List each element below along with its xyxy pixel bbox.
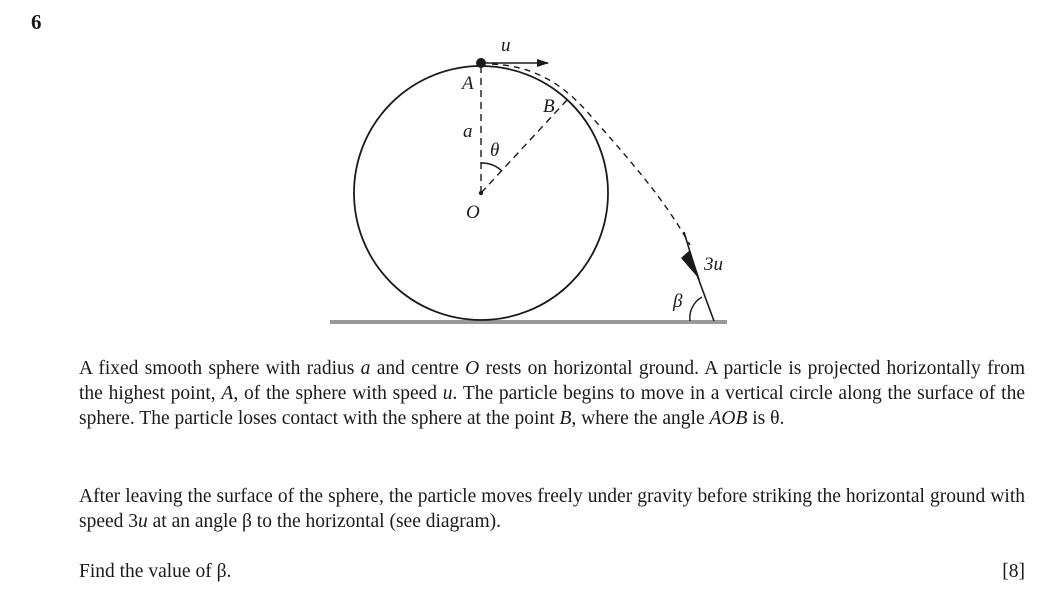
label-beta: β xyxy=(673,291,683,312)
text-run: . xyxy=(779,408,785,429)
label-a-point: A xyxy=(462,73,474,94)
text-run: After leaving the surface of the sphere, the particle moves freely under gravity before striking the horizontal ground with speed 3 xyxy=(79,486,1025,532)
variable-aob: AOB xyxy=(709,408,748,429)
text-run: Find the value of xyxy=(79,561,217,582)
variable-a: a xyxy=(360,358,371,379)
text-run: . xyxy=(226,561,232,582)
trajectory-path xyxy=(492,64,690,245)
marks-allocation: [8] xyxy=(1002,561,1025,582)
variable-u: u xyxy=(138,511,148,532)
text-run: , where the angle xyxy=(571,408,710,429)
label-radius-a: a xyxy=(463,121,473,142)
text-run: . The particle begins to move in a vertical circle along the surface of the sphere. The particle loses contact with the sphere at the point xyxy=(79,383,1025,429)
theta-arc xyxy=(481,163,502,171)
beta-arc xyxy=(690,297,702,321)
variable-u: u xyxy=(442,383,453,404)
question-number: 6 xyxy=(31,10,42,34)
label-3u: 3u xyxy=(704,254,723,275)
centre-point xyxy=(479,191,483,195)
text-run: , of the sphere with speed xyxy=(233,383,443,404)
text-run: at an angle xyxy=(147,511,242,532)
variable-theta: θ xyxy=(770,408,780,429)
particle xyxy=(476,58,486,68)
text-run: is xyxy=(747,408,771,429)
variable-b: B xyxy=(559,408,572,429)
text-run: A fixed smooth sphere with radius xyxy=(79,358,361,379)
variable-beta: β xyxy=(216,561,227,582)
variable-o: O xyxy=(465,358,480,379)
variable-a-point: A xyxy=(221,383,234,404)
variable-beta: β xyxy=(242,511,252,532)
label-u: u xyxy=(501,35,511,56)
find-instruction xyxy=(79,561,231,583)
text-run: to the horizontal (see diagram). xyxy=(251,511,501,532)
text-run: rests on horizontal ground. A particle is projected horizontally from the highest point, xyxy=(79,358,1025,404)
label-b-point: B xyxy=(543,96,555,117)
label-o-centre: O xyxy=(466,202,480,223)
question-paragraph-2 xyxy=(79,484,1025,534)
text-run: and centre xyxy=(370,358,466,379)
label-theta: θ xyxy=(490,140,500,161)
question-paragraph-1 xyxy=(79,356,1025,431)
